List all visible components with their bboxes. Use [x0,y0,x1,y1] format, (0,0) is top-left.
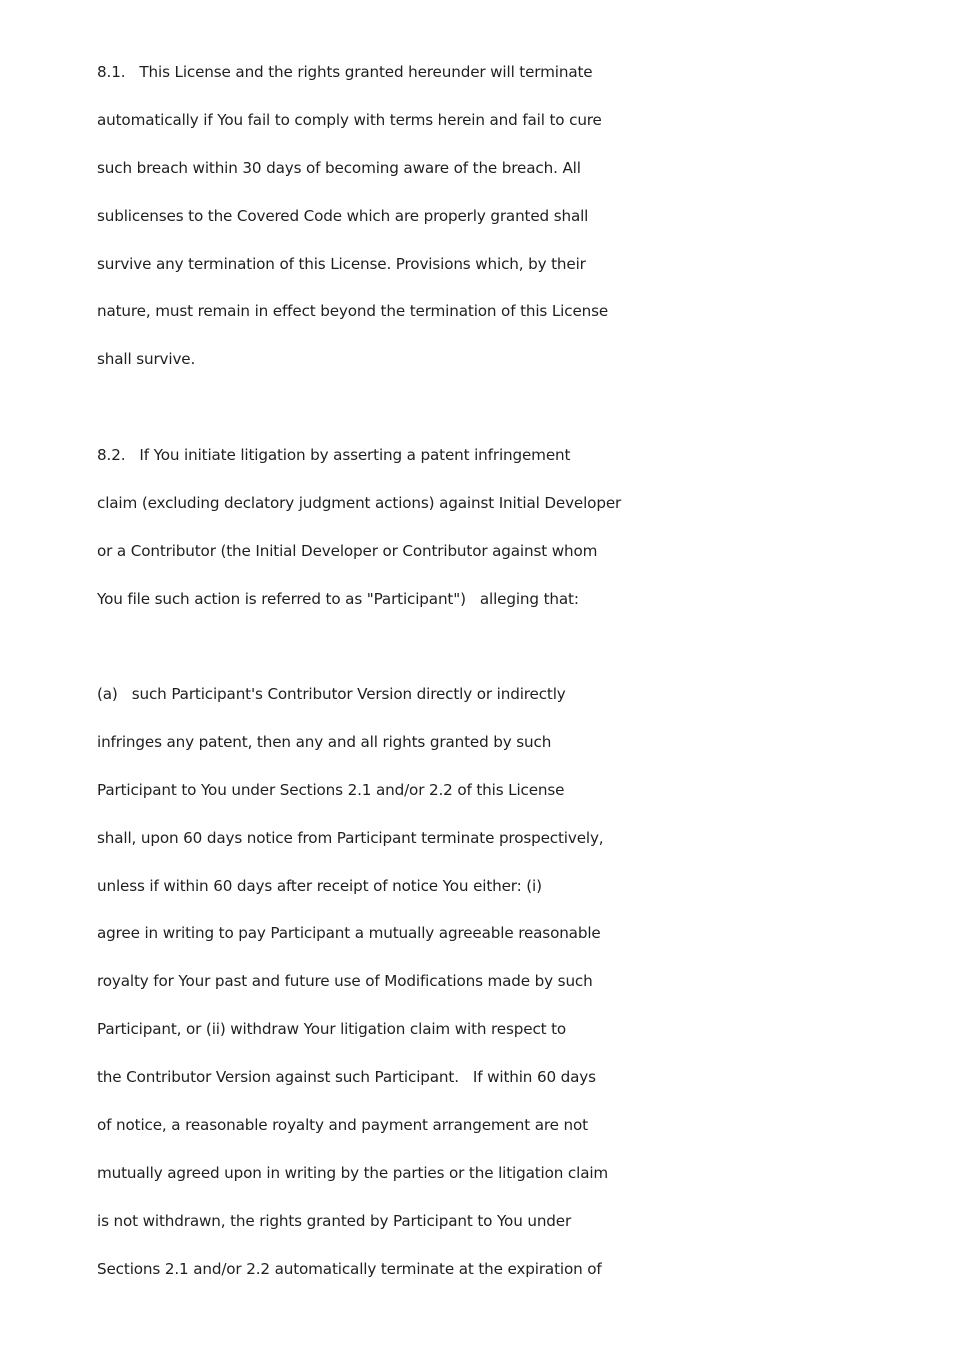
text-line: mutually agreed upon in writing by the parties or the litigation claim [97,1163,609,1182]
text-line: shall, upon 60 days notice from Participant terminate prospectively, [97,828,604,847]
text-line: nature, must remain in effect beyond the termination of this License [97,302,609,321]
text-line: shall survive. [97,350,196,369]
text-line: survive any termination of this License. Provisions which, by their [97,254,586,273]
text-line: unless if within 60 days after receipt of notice You either: (i) [97,876,542,895]
text-line: claim (excluding declatory judgment actions) against Initial Developer [97,493,622,512]
paragraph-8-1 [97,62,637,397]
text-line: 8.1. This License and the rights granted hereunder will terminate [97,63,593,81]
text-line: infringes any patent, then any and all rights granted by such [97,732,552,751]
text-line: 8.2. If You initiate litigation by asserting a patent infringement [97,446,571,464]
paragraph-8-2 [97,445,637,637]
text-line: automatically if You fail to comply with terms herein and fail to cure [97,110,602,129]
text-line: of notice, a reasonable royalty and payment arrangement are not [97,1116,588,1135]
text-line: (a) such Participant's Contributor Version directly or indirectly [97,685,566,703]
text-line: Participant, or (ii) withdraw Your litigation claim with respect to [97,1020,567,1039]
text-line: Participant to You under Sections 2.1 and/or 2.2 of this License [97,780,565,799]
text-line: You file such action is referred to as "Participant") alleging that: [97,589,579,608]
text-line: such breach within 30 days of becoming aware of the breach. All [97,158,581,177]
text-line: or a Contributor (the Initial Developer or Contributor against whom [97,541,598,560]
paragraph-a [97,684,637,1307]
text-line: agree in writing to pay Participant a mutually agreeable reasonable [97,924,601,943]
text-line: sublicenses to the Covered Code which are properly granted shall [97,206,589,225]
text-line: royalty for Your past and future use of Modifications made by such [97,972,593,991]
text-line: is not withdrawn, the rights granted by Participant to You under [97,1211,572,1230]
text-line: the Contributor Version against such Participant. If within 60 days [97,1068,596,1087]
text-line: Sections 2.1 and/or 2.2 automatically terminate at the expiration of [97,1259,602,1278]
